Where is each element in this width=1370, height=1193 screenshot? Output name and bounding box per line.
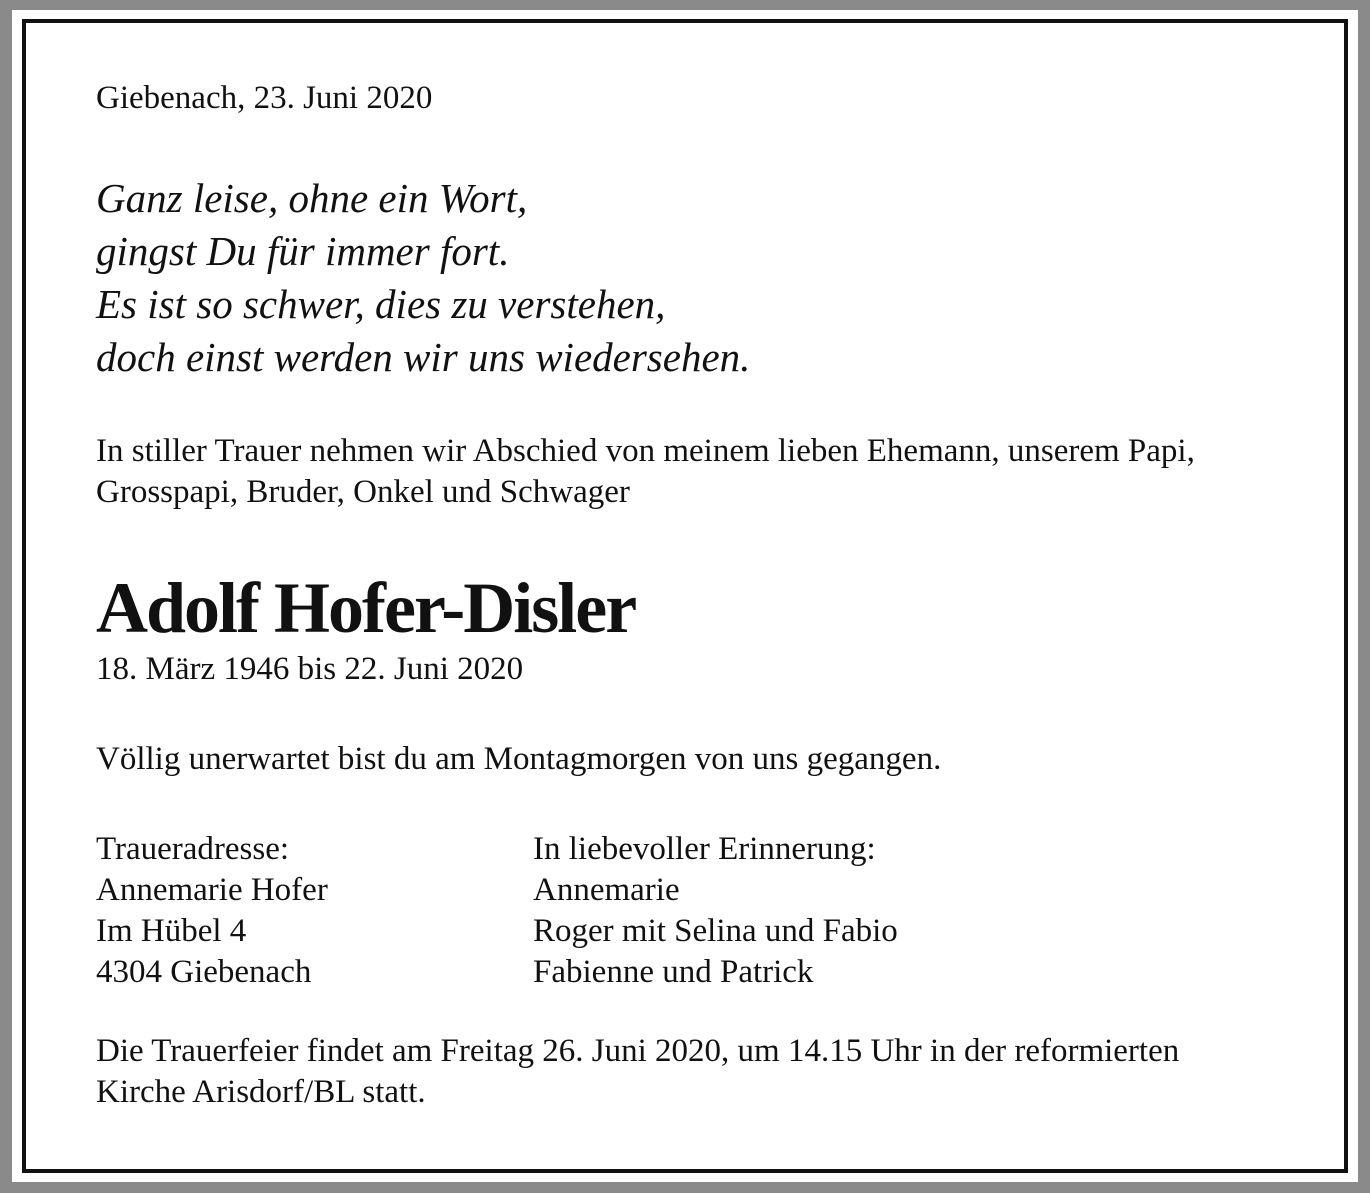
intro-line-2: Grosspapi, Bruder, Onkel und Schwager — [96, 474, 630, 510]
poem-line-4: doch einst werden wir uns wiedersehen. — [96, 334, 751, 380]
address-line-3: 4304 Giebenach — [96, 954, 312, 990]
deceased-name: Adolf Hofer-Disler — [96, 568, 636, 648]
life-dates: 18. März 1946 bis 22. Juni 2020 — [96, 651, 524, 687]
ceremony-line-1: Die Trauerfeier findet am Freitag 26. Juni 2020, um 14.15 Uhr in der reformierten — [96, 1033, 1180, 1069]
place-date: Giebenach, 23. Juni 2020 — [96, 80, 433, 116]
note: Völlig unerwartet bist du am Montagmorgen von uns gegangen. — [96, 741, 942, 777]
poem-line-3: Es ist so schwer, dies zu verstehen, — [96, 281, 666, 327]
address-line-2: Im Hübel 4 — [96, 913, 247, 949]
ceremony-line-2: Kirche Arisdorf/BL statt. — [96, 1074, 426, 1110]
memory-heading: In liebevoller Erinnerung: — [533, 831, 876, 867]
address-heading: Traueradresse: — [96, 831, 290, 867]
intro-line-1: In stiller Trauer nehmen wir Abschied von meinem lieben Ehemann, unserem Papi, — [96, 433, 1195, 469]
poem-line-2: gingst Du für immer fort. — [96, 228, 510, 274]
address-line-1: Annemarie Hofer — [96, 872, 328, 908]
memory-line-2: Roger mit Selina und Fabio — [533, 913, 898, 949]
memory-line-1: Annemarie — [533, 872, 680, 908]
poem-line-1: Ganz leise, ohne ein Wort, — [96, 175, 528, 221]
obituary-card — [12, 10, 1358, 1182]
memory-line-3: Fabienne und Patrick — [533, 954, 814, 990]
